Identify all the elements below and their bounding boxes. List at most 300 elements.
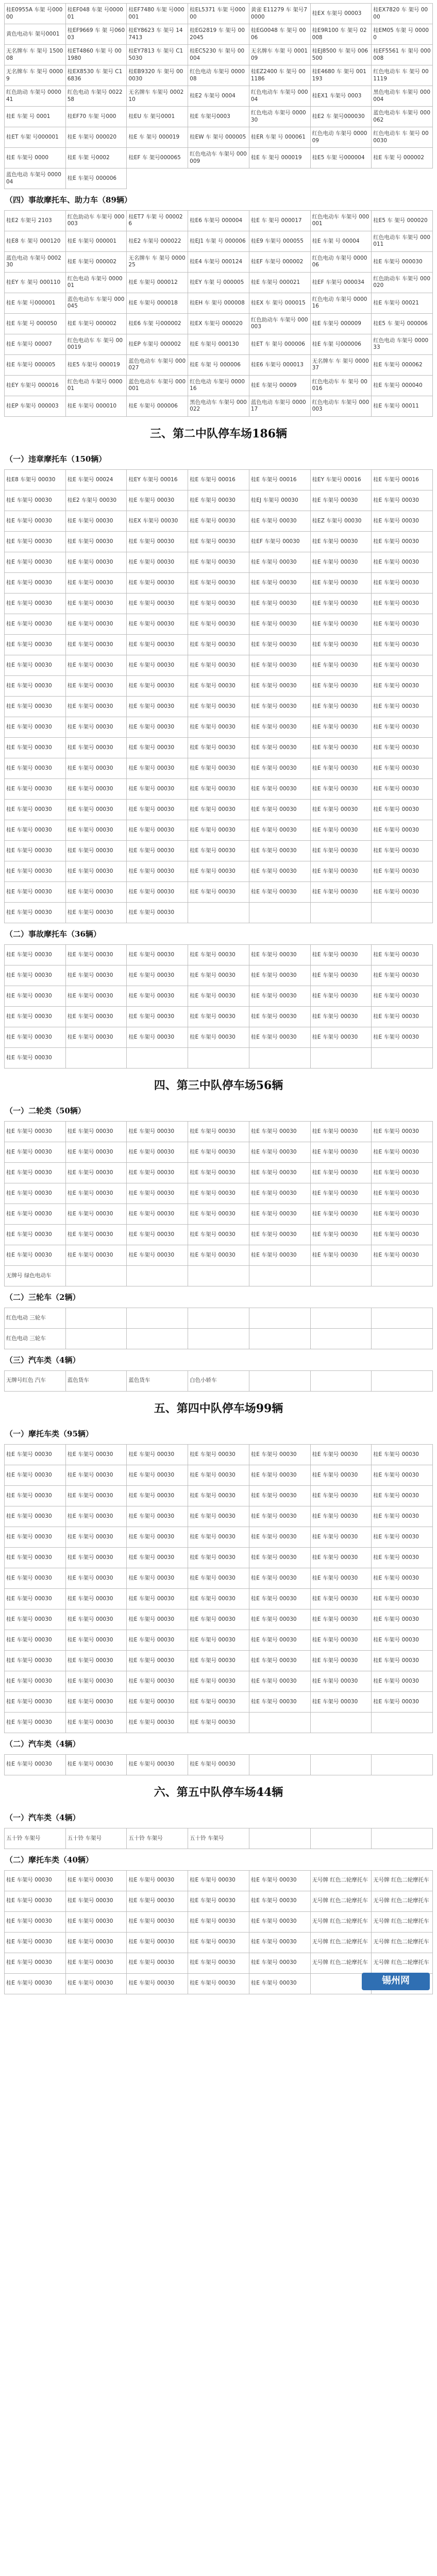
vehicle-cell: 桂E 车架号 00011 [372,396,433,417]
vehicle-cell: 桂E 车架号 00030 [5,1568,66,1589]
vehicle-cell: 桂E 车架号 00030 [127,594,188,614]
vehicle-cell: 桂EF048 车架 号000001 [66,4,127,24]
vehicle-cell: 无号牌 红色二轮摩托车 [372,1891,433,1912]
vehicle-cell: 桂E 车架号 00030 [311,490,372,511]
vehicle-cell: 桂E 车架号 00030 [66,1589,127,1609]
vehicle-cell: 桂E 车架号 00030 [249,1245,311,1266]
vehicle-cell: 红色电动车 车架号 000001 [311,211,372,231]
vehicle-cell: 桂E 车架号 00030 [249,1974,311,1994]
vehicle-cell: 桂E 车架号 00030 [188,1713,249,1733]
subsection-heading: （二）汽车类（4辆） [5,1739,80,1749]
vehicle-cell: 桂E 车架号 00030 [372,614,433,635]
vehicle-cell: 桂E 车架号 00030 [249,758,311,779]
vehicle-cell: 桂E 车架号 00030 [5,1692,66,1713]
vehicle-cell: 桂E 车架号 00030 [66,820,127,841]
vehicle-cell: 桂E 车架号 00030 [188,552,249,573]
vehicle-cell: 桂EJ8500 车 架号 006500 [311,45,372,65]
vehicle-cell: 桂E 车架号 00030 [5,1755,66,1775]
vehicle-cell: 桂E 车架号 00030 [66,1692,127,1713]
vehicle-cell: 桂E 车架号 00030 [311,1527,372,1548]
vehicle-cell: 桂E 车架号 00030 [66,1142,127,1163]
vehicle-cell: 桂E4 车架号 000124 [188,252,249,273]
vehicle-cell: 桂E 车架号 00030 [249,1142,311,1163]
vehicle-cell: 桂EC5230 车 架号 00004 [188,45,249,65]
vehicle-table [4,1754,433,1775]
vehicle-cell: 桂E 车架号 00030 [5,903,66,923]
vehicle-cell: 桂E 车架号 00030 [5,1142,66,1163]
vehicle-cell: 桂E 车架号 00030 [5,1871,66,1891]
vehicle-cell: 桂E 车架号 00030 [66,800,127,820]
vehicle-cell: 桂E 车架号 00030 [5,676,66,697]
vehicle-cell: 桂E 车架号 00030 [66,1933,127,1953]
vehicle-cell: 桂EY7813 车 架号 C15030 [127,45,188,65]
subsection-heading: （二）事故摩托车（36辆） [5,929,101,939]
vehicle-cell: 桂E 车架号 00030 [66,717,127,738]
vehicle-cell: 桂E 车架号 00030 [66,779,127,800]
vehicle-cell: 桂E 车架号 00030 [66,655,127,676]
vehicle-cell: 桂E 车架号 00030 [127,1142,188,1163]
vehicle-cell: 桂E 车架号 00030 [66,697,127,717]
vehicle-cell: 桂E 车架号 00030 [311,820,372,841]
vehicle-cell: 桂E 车架号 00030 [127,820,188,841]
vehicle-cell: 桂E 车架号 00030 [249,1007,311,1027]
vehicle-cell: 桂E 车架号 00030 [249,1548,311,1568]
vehicle-cell: 桂E 车架号 00030 [66,1630,127,1651]
vehicle-cell: 桂E 车架号 00030 [311,1225,372,1245]
vehicle-cell: 红色电动 车架号 000001 [66,376,127,396]
vehicle-cell: 桂E 车架号 00030 [188,1204,249,1225]
vehicle-cell [249,1329,311,1349]
vehicle-cell: 桂E 车架号 00030 [372,1527,433,1548]
vehicle-cell: 无名牌车 车 架号 000037 [311,355,372,376]
vehicle-cell: 桂E 车架号 00030 [372,594,433,614]
vehicle-cell [249,903,311,923]
vehicle-cell: 桂E5 车 架号 000020 [372,211,433,231]
vehicle-cell: 桂E 车架号 00016 [372,470,433,490]
vehicle-cell: 桂E 车架号 00030 [127,490,188,511]
vehicle-cell: 桂E 车架号 00030 [127,1204,188,1225]
vehicle-cell: 桂E 车架号 00030 [249,882,311,903]
vehicle-cell: 桂E 车架 号 00004 [311,231,372,252]
vehicle-cell: 桂E 车架号 00030 [66,1183,127,1204]
vehicle-cell: 红色电动 车架号 000016 [188,376,249,396]
vehicle-cell: 桂E 车架号 00030 [311,965,372,986]
vehicle-cell: 桂E 车架号 00030 [127,532,188,552]
vehicle-cell: 桂ET 车 架号 000006 [249,334,311,355]
vehicle-cell: 桂E 车架号 00030 [249,1027,311,1048]
vehicle-cell: 桂E 车架号 00030 [311,676,372,697]
vehicle-cell: 桂EY 车架号 00016 [127,470,188,490]
vehicle-cell: 桂E 车架号 00030 [249,697,311,717]
vehicle-cell: 桂E 车架号 00030 [127,1891,188,1912]
vehicle-cell: 桂E 车架号 00030 [311,1568,372,1589]
vehicle-cell: 无号牌 红色二轮摩托车 [311,1933,372,1953]
vehicle-cell [249,1713,311,1733]
vehicle-cell: 桂E 车架号 00030 [5,697,66,717]
vehicle-cell: 桂EF9669 车 架 号06003 [66,24,127,45]
vehicle-cell: 桂E 车架号 00030 [372,1445,433,1465]
vehicle-cell: 桂E 车架号 000005 [5,355,66,376]
vehicle-cell: 桂E 车架号 00030 [127,635,188,655]
vehicle-cell: 桂E 车架号 00030 [5,1445,66,1465]
vehicle-cell: 桂E 车架号 00030 [188,1953,249,1974]
vehicle-cell: 桂E 车架号 00030 [5,1183,66,1204]
vehicle-cell: 桂E 车架号 00030 [311,779,372,800]
vehicle-cell: 桂E 车架号 00030 [311,1445,372,1465]
vehicle-cell: 桂EY8623 车 架号 147413 [127,24,188,45]
vehicle-cell: 桂E 车架号 00030 [188,1122,249,1142]
vehicle-cell: 桂EF7480 车架 号000001 [127,4,188,24]
vehicle-cell: 蓝色电动 车架号 000017 [249,396,311,417]
vehicle-cell: 桂E 车架号 00030 [188,861,249,882]
vehicle-table [4,944,433,1069]
vehicle-cell: 蓝色电动 车架号 000230 [5,252,66,273]
vehicle-cell: 桂E 车架号 00030 [127,1183,188,1204]
vehicle-cell: 桂E 车架号 00024 [66,470,127,490]
vehicle-cell: 五十铃 车架号 [5,1828,66,1849]
vehicle-cell: 桂E2 车架号 0004 [188,86,249,107]
vehicle-cell: 桂E 车架号 00030 [188,945,249,965]
vehicle-cell: 桂E 车架号 00030 [249,1225,311,1245]
vehicle-cell: 桂E 车架号 00030 [249,1671,311,1692]
vehicle-cell: 桂E8 车 架号 000120 [5,231,66,252]
vehicle-cell: 桂EX 车架号 00003 [311,4,372,24]
vehicle-cell: 桂E 车架号 00030 [5,1548,66,1568]
vehicle-cell: 桂E 车架号 00030 [249,779,311,800]
vehicle-cell: 桂EW 车 架号 000005 [188,127,249,148]
vehicle-cell: 桂E 车架号 00030 [188,986,249,1007]
vehicle-cell: 桂E 车架号 00030 [66,986,127,1007]
vehicle-cell: 桂E 车架号 00030 [127,717,188,738]
vehicle-cell: 桂E 车架号 00030 [188,1891,249,1912]
vehicle-cell: 桂E 车架号 00030 [127,1007,188,1027]
vehicle-cell: 桂E 车架号 00030 [249,1933,311,1953]
vehicle-cell: 桂E 车架号 00030 [188,841,249,861]
vehicle-cell: 桂E 车架号 00030 [249,1630,311,1651]
vehicle-cell: 桂E 车架号 00030 [249,655,311,676]
vehicle-cell: 桂E 车架号 00030 [372,1609,433,1630]
vehicle-cell: 桂E 车架号 00030 [311,594,372,614]
vehicle-cell: 桂E 车架号 00030 [66,1486,127,1506]
vehicle-cell [188,1266,249,1286]
vehicle-cell: 蓝色电动车 车架号 000001 [127,376,188,396]
vehicle-cell: 桂E 车架号 00030 [127,1163,188,1183]
vehicle-cell: 桂E 车架号 00030 [66,1651,127,1671]
vehicle-cell: 桂E 车架号 00030 [127,945,188,965]
section-heading: 六、第五中队停车场44辆 [154,1785,283,1799]
vehicle-cell: 蓝色电动车 车架号 000062 [372,107,433,127]
vehicle-cell: 桂EF5561 车 架号 000008 [372,45,433,65]
vehicle-cell: 桂E 车架号 00030 [311,841,372,861]
vehicle-cell: 桂E 车架号 00030 [5,655,66,676]
vehicle-cell: 桂E 车架号 00030 [188,697,249,717]
vehicle-cell: 桂E 车架号 00030 [311,1142,372,1163]
vehicle-cell: 桂E 车架号 00030 [5,738,66,758]
vehicle-cell: 桂E 车架号 00030 [188,1692,249,1713]
vehicle-cell: 无号牌 红色二轮摩托车 [372,1871,433,1891]
vehicle-cell: 桂E 车架号 00030 [311,882,372,903]
vehicle-cell: 桂E 车架号 00030 [66,1609,127,1630]
vehicle-cell: 红色助动车 车架号 000020 [372,273,433,293]
vehicle-cell: 桂E 车架号 00030 [372,986,433,1007]
vehicle-cell [127,1329,188,1349]
vehicle-cell: 桂E 车架号 00030 [311,1609,372,1630]
vehicle-cell: 桂E 车架号 00030 [249,1527,311,1548]
vehicle-cell: 蓝色电动车 车架号 000027 [127,355,188,376]
vehicle-cell [66,1266,127,1286]
vehicle-cell: 桂E 车架号 00030 [66,594,127,614]
vehicle-cell: 桂E 车架号 00030 [188,1465,249,1486]
vehicle-cell: 桂E 车架号 00030 [372,779,433,800]
vehicle-cell: 桂E 车架号 00030 [372,1692,433,1713]
vehicle-cell: 桂EF 车架号 000002 [249,252,311,273]
vehicle-cell: 桂E 车架号 00030 [5,1912,66,1933]
vehicle-cell: 桂E 车架号 00030 [5,1163,66,1183]
vehicle-cell: 桂EF 车架号 00030 [249,532,311,552]
vehicle-cell: 桂E 车架号 00030 [5,1506,66,1527]
vehicle-cell: 红色电动 车架号 000008 [188,65,249,86]
vehicle-cell: 桂E 车架号 00030 [5,1651,66,1671]
vehicle-cell: 桂E 车架号 00030 [188,1486,249,1506]
vehicle-cell: 桂E 车架号 00030 [372,1163,433,1183]
subsection-heading: （二）三轮车（2辆） [5,1293,80,1302]
vehicle-cell: 桂EY 车 架号 000110 [5,273,66,293]
vehicle-cell: 桂E 车架号 00030 [127,1527,188,1548]
vehicle-cell: 桂E 车架号 00030 [249,1953,311,1974]
vehicle-cell: 桂E 车架号 00030 [249,1465,311,1486]
vehicle-cell: 桂E 车架号 00030 [372,1671,433,1692]
vehicle-cell: 桂E 车架号 00030 [188,1027,249,1048]
vehicle-cell: 桂E 车架号 00030 [127,1651,188,1671]
vehicle-cell: 桂E 车架号 00030 [372,800,433,820]
vehicle-cell: 无号牌 红色二轮摩托车 [372,1953,433,1974]
vehicle-cell: 桂E 车架号 00030 [372,1183,433,1204]
subsection-heading: （一）违章摩托车（150辆） [5,454,107,464]
vehicle-cell: 桂E 车架号 00030 [311,986,372,1007]
vehicle-cell: 桂E 车架号 00030 [372,945,433,965]
vehicle-cell: 桂EX 车架号 00030 [127,511,188,532]
vehicle-cell: 桂E 车架号 00030 [372,532,433,552]
vehicle-cell: 桂EX 车 架号 000015 [249,293,311,314]
vehicle-cell: 桂E 车架号 00030 [127,1871,188,1891]
vehicle-cell: 桂EF 车 架号000065 [127,148,188,168]
vehicle-cell: 桂E 车架号 00030 [249,1506,311,1527]
vehicle-cell: 桂E 车架号 00030 [311,614,372,635]
vehicle-cell: 桂E 车架号 00030 [311,1486,372,1506]
vehicle-cell: 桂E 车架号 00030 [372,697,433,717]
vehicle-cell: 桂E 车架号 00030 [5,1225,66,1245]
vehicle-cell: 桂E 车架号 00030 [5,614,66,635]
vehicle-cell: 桂E 车架号 00030 [5,552,66,573]
vehicle-cell: 桂E 车架号 00030 [188,1163,249,1183]
vehicle-cell: 桂E 车架号 00030 [127,697,188,717]
vehicle-cell: 桂E 车架号 00030 [249,614,311,635]
vehicle-cell [311,1371,372,1392]
vehicle-cell: 桂E 车架号 00030 [127,614,188,635]
vehicle-cell: 红色电动车 车架号 000009 [188,148,249,168]
vehicle-cell: 桂E 车架号 00030 [66,1755,127,1775]
vehicle-cell: 桂E 车架号 00030 [311,1548,372,1568]
vehicle-cell: 桂E 车架号 00030 [5,1204,66,1225]
vehicle-cell: 桂EM05 车架 号 00000 [372,24,433,45]
vehicle-cell: 桂E0955A 车架 号00000 [5,4,66,24]
vehicle-cell: 桂E 车架号 00030 [188,882,249,903]
vehicle-cell [127,1048,188,1069]
vehicle-cell: 五十铃 车架号 [188,1828,249,1849]
vehicle-cell: 桂E 车架号 000010 [66,396,127,417]
vehicle-cell: 桂E 车架号 00030 [66,1891,127,1912]
vehicle-cell: 桂E 车架号 00030 [66,1974,127,1994]
section-heading: 五、第四中队停车场99辆 [154,1401,283,1415]
vehicle-cell: 桂E 车架号 00030 [127,738,188,758]
vehicle-cell: 红色电动 三轮车 [5,1308,66,1329]
vehicle-cell [372,903,433,923]
vehicle-cell: 桂E 车架号 00030 [5,945,66,965]
vehicle-cell: 桂E 车架号 00030 [5,1589,66,1609]
subsection-heading: （二）摩托车类（40辆） [5,1855,93,1865]
subsection-heading: （三）汽车类（4辆） [5,1355,80,1365]
vehicle-cell: 桂E 车架号 00030 [5,1245,66,1266]
vehicle-cell: 桂E 车架号 00030 [311,1204,372,1225]
vehicle-cell: 桂E 车架号 00030 [66,614,127,635]
vehicle-cell: 桂E 车架号 00030 [249,1122,311,1142]
vehicle-cell: 桂E 车架号 00030 [127,655,188,676]
vehicle-cell: 桂E 车架号 00030 [372,841,433,861]
vehicle-cell: 无名牌车 车架 号 000109 [249,45,311,65]
vehicle-cell [188,1329,249,1349]
vehicle-cell: 桂E 车架号 00030 [66,511,127,532]
vehicle-cell: 桂E 车架号 00030 [372,820,433,841]
vehicle-cell: 桂E2 车架号 00030 [66,490,127,511]
vehicle-cell: 桂E 车架号 00030 [249,635,311,655]
vehicle-cell: 五十铃 车架号 [66,1828,127,1849]
vehicle-cell: 桂E 车架号 00030 [127,861,188,882]
vehicle-cell: 桂E 车架号 00030 [188,1245,249,1266]
vehicle-cell: 桂E 车架号 00030 [5,717,66,738]
vehicle-cell: 桂ET 车架 号000001 [5,127,66,148]
vehicle-cell: 红色电动 车架号 000033 [372,334,433,355]
vehicle-cell [372,1048,433,1069]
vehicle-cell: 桂E 车架号 00030 [311,717,372,738]
vehicle-cell [311,1828,372,1849]
vehicle-cell [311,1266,372,1286]
vehicle-cell [188,1048,249,1069]
vehicle-cell: 桂E 车架号 00030 [372,861,433,882]
vehicle-cell: 桂E 车架号 000012 [127,273,188,293]
vehicle-cell: 桂E 车架号 00030 [66,945,127,965]
vehicle-cell: 桂E 车架号 00030 [372,1142,433,1163]
vehicle-cell: 桂E 车架号 00030 [188,1933,249,1953]
vehicle-cell: 桂E9 车架号 000055 [249,231,311,252]
vehicle-cell: 桂E 车架号 00030 [127,1755,188,1775]
vehicle-cell: 桂E 车架号 00030 [66,1122,127,1142]
vehicle-cell: 桂E 车架号 00030 [188,758,249,779]
vehicle-cell: 无号牌 红色二轮摩托车 [311,1871,372,1891]
vehicle-cell: 桂E 车架号 00030 [5,1671,66,1692]
vehicle-cell: 桂E 车架号 00030 [372,1589,433,1609]
vehicle-cell: 桂E 车架号 00030 [249,1486,311,1506]
vehicle-cell: 桂E 车架号 000130 [188,334,249,355]
vehicle-cell [66,1308,127,1329]
vehicle-cell: 桂EJ 车架号 00030 [249,490,311,511]
vehicle-cell: 桂E 车架号 00030 [66,882,127,903]
vehicle-cell: 桂E2 车架号 000022 [127,231,188,252]
vehicle-cell: 桂EX1 车架号 0003 [311,86,372,107]
vehicle-cell [66,1048,127,1069]
vehicle-cell: 桂E 车架号 00030 [249,1204,311,1225]
vehicle-table [4,1121,433,1286]
vehicle-cell: 红色电动车 车架号 00004 [249,86,311,107]
vehicle-cell: 桂EB9320 车 架号 000030 [127,65,188,86]
vehicle-cell: 桂E 车架号 00030 [66,532,127,552]
vehicle-cell: 桂E 车架号 00030 [249,738,311,758]
vehicle-cell [311,1755,372,1775]
vehicle-cell: 桂E 车架号 00030 [66,861,127,882]
vehicle-cell: 桂E 车架 号000001 [5,293,66,314]
vehicle-cell: 桂EZ2400 车 架号 001186 [249,65,311,86]
subsection-heading: （四）事故摩托车、助力车（89辆） [5,195,132,205]
vehicle-cell: 红色电动车 车架号 000011 [372,231,433,252]
vehicle-cell: 桂E 车架号 00030 [311,635,372,655]
vehicle-cell: 无号牌 红色二轮摩托车 [372,1933,433,1953]
vehicle-cell [311,1308,372,1329]
vehicle-cell: 桂E 车架号 00030 [66,1953,127,1974]
vehicle-cell: 桂E5 车架号 000019 [66,355,127,376]
vehicle-cell: 五十铃 车架号 [127,1828,188,1849]
vehicle-cell: 桂E 车架号 00030 [188,820,249,841]
vehicle-cell: 红色助动车 车架号 000003 [249,314,311,334]
vehicle-cell: 桂E 车架号 00030 [188,1506,249,1527]
vehicle-cell: 桂E5 车架 号000004 [311,148,372,168]
vehicle-cell: 桂E 车架号 00030 [372,490,433,511]
vehicle-cell: 桂E 车架号 00030 [249,1163,311,1183]
vehicle-table [4,469,433,923]
vehicle-cell: 无名牌车 车架号 000210 [127,86,188,107]
vehicle-cell: 桂E 车架号 00030 [188,738,249,758]
vehicle-cell: 桂E 车架号 00030 [249,1609,311,1630]
vehicle-cell: 桂E 车架号 00030 [188,573,249,594]
vehicle-cell: 桂E 车架号 00030 [372,635,433,655]
vehicle-cell: 桂E 车架号 00030 [188,1630,249,1651]
vehicle-cell: 桂EF 车架号 000034 [311,273,372,293]
vehicle-cell: 桂E 车架号 00030 [249,1445,311,1465]
vehicle-cell: 桂E 车架号 00030 [5,1953,66,1974]
vehicle-cell: 桂E 车架号 00030 [372,1204,433,1225]
vehicle-cell: 桂E 车架 号 000050 [5,314,66,334]
vehicle-cell: 黄色电动车 架号0001 [5,24,66,45]
vehicle-cell: 桂E 车架号 00030 [311,552,372,573]
subsection-heading: （一）汽车类（4辆） [5,1813,80,1822]
vehicle-cell: 桂E 车架号 00030 [249,1692,311,1713]
vehicle-cell: 桂E 车架号 00030 [249,986,311,1007]
vehicle-cell: 桂E 车架号 00030 [66,965,127,986]
vehicle-cell: 桂E 车架号 00030 [5,882,66,903]
vehicle-cell: 桂E 车架号0003 [188,107,249,127]
vehicle-cell: 桂E 车架号 00030 [66,1465,127,1486]
vehicle-cell: 桂E 车架号 00030 [249,511,311,532]
vehicle-cell: 桂E 车架号 00030 [188,614,249,635]
vehicle-cell: 桂E 车架号 00030 [188,1568,249,1589]
vehicle-cell: 桂E 车架号 00030 [311,1163,372,1183]
vehicle-cell: 桂E 车架号 00030 [127,1027,188,1048]
vehicle-cell: 桂EL5371 车架 号00000 [188,4,249,24]
vehicle-cell: 桂E 车架号 00030 [5,1891,66,1912]
vehicle-cell: 桂E 车架号 00030 [127,1630,188,1651]
vehicle-cell: 桂E 车架号 00030 [127,1122,188,1142]
vehicle-cell [249,1755,311,1775]
vehicle-cell: 桂E 车架号 00030 [5,841,66,861]
vehicle-cell: 桂E 车架号 00030 [66,1204,127,1225]
